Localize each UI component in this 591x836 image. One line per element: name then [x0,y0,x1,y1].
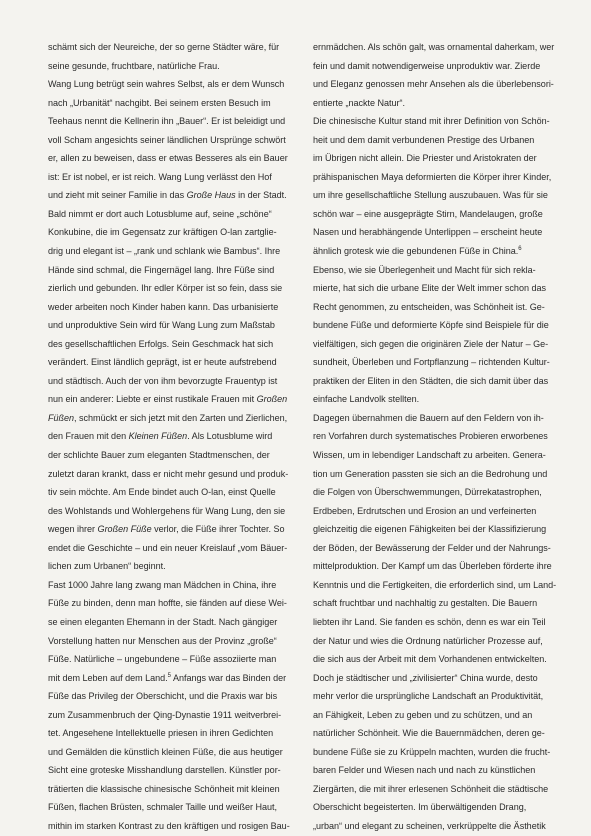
text-line: verändert. Einst ländlich geprägt, ist er heute aufstrebend [48,357,277,368]
text-line: Füße zu binden, denn man hoffte, sie fänden auf diese Wei- [48,598,287,609]
text-line: tion um Generation passten sie sich an die Bedrohung und [313,468,548,479]
right-text-column [313,38,575,836]
italic-term: Großen [256,394,288,405]
text-line: ist: Er ist nobel, er ist reich. Wang Lung verlässt den Hof [48,171,272,182]
text-line: ren Vorfahren durch systematisches Probieren erworbenes [313,431,548,442]
text-line: drig und elegant ist – „rank und schlank wie Bambus“. Ihre [48,246,281,257]
text-line: liebten ihr Land. Sie fanden es schön, denn es war ein Teil [313,616,546,627]
text-line: die sich aus der Arbeit mit dem Vorhandenen entwickelten. [313,654,547,665]
text-line: Doch je städtischer und „zivilisierter“ China wurde, desto [313,672,538,683]
text-line: trätierten die klassische chinesische Schönheit mit kleinen [48,783,280,794]
text-line: Füßen, schmückt er sich jetzt mit den Zarten und Zierlichen, [48,412,288,423]
italic-term: Kleinen Füßen [128,431,188,442]
text-line: der Böden, der Bewässerung der Felder und der Nahrungs- [313,542,551,553]
text-line: natürlicher Schönheit. Wie die Bauernmädchen, deren ge- [313,728,545,739]
text-line: Bald nimmt er dort auch Lotusblume auf, seine „schöne“ [48,208,272,219]
text-line: und Gemälden die künstlich kleinen Füße, die aus heutiger [48,746,283,757]
text-line: praktiken der Eliten in den Städten, die sich damit über das [313,375,549,386]
text-line: heit und dem damit verbundenen Prestige des Urbanen [313,134,535,145]
text-line: prähispanischen Maya deformierten die Körper ihrer Kinder, [313,171,552,182]
text-line: gleichzeitig die eigenen Fähigkeiten bei der Klassifizierung [313,524,547,535]
text-line: Dagegen übernahmen die Bauern auf den Feldern von ih- [313,412,544,423]
text-line: Hände sind schmal, die Fingernägel lang. Ihre Füße sind [48,264,275,275]
text-line: tiv sein möchte. Am Ende bindet auch O-lan, einst Quelle [48,487,276,498]
text-line: schämt sich der Neureiche, der so gerne Städter wäre, für [48,42,280,52]
text-line: Kenntnis und die Fertigkeiten, die erforderlich sind, um Land- [313,579,557,590]
text-line: Recht genommen, zu entscheiden, was Schönheit ist. Ge- [313,301,545,312]
text-line: Erdbeben, Erdrutschen und Erosion an und verfeinerten [313,505,537,516]
text-line: mehr verlor die ursprüngliche Landschaft an Produktivität, [313,691,544,702]
text-line: entierte „nackte Natur“. [313,97,406,108]
italic-term: Große Haus [186,190,236,201]
text-line: Vorstellung hatten nur Menschen aus der Provinz „große“ [48,635,277,646]
text-line: Nasen und herabhängende Unterlippen – erscheint heute [313,227,543,238]
text-line: Teehaus nennt die Kellnerin ihn „Bauer“. Er ist beleidigt und [48,116,286,127]
text-line: den Frauen mit den Kleinen Füßen. Als Lotusblume wird [48,431,273,442]
text-line: sundheit, Überleben und Fortpflanzung – richtenden Kultur- [313,357,550,368]
text-line: Füße. Natürliche – ungebundene – Füße assoziierte man [48,654,277,665]
text-line: an Fähigkeit, Leben zu geben und zu schützen, und an [313,709,533,720]
text-line: fein und damit notwendigerweise unproduktiv war. Zierde [313,60,541,71]
text-line: um ihre gesellschaftliche Stellung auszubauen. Was für sie [313,190,548,201]
text-line: baren Felder und Wiesen nach und nach zu künstlichen [313,765,536,776]
text-line: weder arbeiten noch Kinder haben kann. Das urbanisierte [48,301,279,312]
text-line: und städtisch. Auch der von ihm bevorzugte Frauentyp ist [48,375,278,386]
text-line: Wang Lung betrügt sein wahres Selbst, als er dem Wunsch [48,79,285,90]
text-line: schaft fruchtbar und nachhaltig zu gestalten. Die Bauern [313,598,538,609]
text-line: Ziergärten, die mit ihrer erlesenen Schönheit die städtische [313,783,549,794]
text-line: vielfältigen, sich gegen die originären Ziele der Natur – Ge- [313,338,549,349]
text-line: und unproduktive Sein wird für Wang Lung zum Maßstab [48,320,275,331]
text-line: einfache Landvolk stellten. [313,394,420,405]
text-line: nun ein anderer: Liebte er einst rustikale Frauen mit Großen [48,394,288,405]
text-line: Die chinesische Kultur stand mit ihrer Definition von Schön- [313,116,550,127]
text-line: nach „Urbanität“ nachgibt. Bei seinem ersten Besuch im [48,97,271,108]
text-line: bundene Füße und deformierte Köpfe sind Beispiele für die [313,320,549,331]
text-line: des gesellschaftlichen Erfolgs. Sein Geschmack hat sich [48,338,274,349]
text-line: endet die Geschichte – und ein neuer Kreislauf „vom Bäuer- [48,542,288,553]
left-text-column [48,38,310,836]
text-line: im Übrigen nicht allein. Die Priester und Aristokraten der [313,153,537,164]
text-line: tet. Angesehene Intellektuelle priesen in ihren Gedichten [48,728,274,739]
text-line: Füßen, flachen Brüsten, schmaler Taille und weißer Haut, [48,802,278,813]
text-line: der Natur und wies die Ordnung natürlicher Prozesse auf, [313,635,543,646]
text-line: bundene Füße sie zu Krüppeln machten, wurden die frucht- [313,746,551,757]
text-line: der schlichte Bauer zum eleganten Stadtmenschen, der [48,450,270,461]
text-line: Ebenso, wie sie Überlegenheit und Macht für sich rekla- [313,264,536,275]
text-line: wegen ihrer Großen Füße verlor, die Füße ihrer Tochter. So [48,524,285,535]
text-line: und zieht mit seiner Familie in das Große Haus in der Stadt. [48,190,287,201]
text-line: mithin im starken Kontrast zu den kräftigen und rosigen Bau- [48,820,290,831]
text-line: des Wohlstands und Wohlergehens für Wang Lung, den sie [48,505,286,516]
italic-term: Füßen [48,412,75,423]
text-line: mit dem Leben auf dem Land.$^5$ Anfangs war das Binden der [48,672,287,683]
text-line: Wissen, um in lebendiger Landschaft zu arbeiten. Genera- [313,450,546,461]
text-line: schön war – eine ausgeprägte Stirn, Mandelaugen, große [313,208,543,219]
text-line: ernmädchen. Als schön galt, was ornamental daherkam, wer [313,42,555,52]
text-line: zierlich und gebunden. Ihr edler Körper ist so fein, dass sie [48,283,283,294]
text-line: Konkubine, die im Gegensatz zur kräftigen O-lan zartglie- [48,227,277,238]
footnote-marker: 5 [167,672,171,679]
text-line: die Folgen von Überschwemmungen, Dürrekatastrophen, [313,487,542,498]
text-line: und Eleganz genossen mehr Ansehen als die überlebensori- [313,79,554,90]
text-line: se einen eleganten Ehemann in der Stadt. Nach gängiger [48,616,278,627]
text-line: mittelproduktion. Der Kampf um das Überleben förderte ihre [313,561,552,572]
text-line: mierte, hat sich die urbane Elite der Welt immer schon das [313,283,546,294]
text-line: zum Zusammenbruch der Qing-Dynastie 1911 weitverbrei- [48,709,282,720]
text-line: seine gesunde, fruchtbare, natürliche Frau. [48,60,220,71]
text-line: „urban“ und elegant zu scheinen, verkrüppelte die Ästhetik [313,820,546,831]
italic-term: Großen Füße [97,524,152,535]
text-line: voll Scham angesichts seiner ländlichen Ursprünge schwört [48,134,286,145]
text-line: er, allen zu beweisen, dass er etwas Besseres als ein Bauer [48,153,288,164]
text-line: zuletzt daran krankt, dass er nicht mehr gesund und produk- [48,468,289,479]
footnote-marker: 6 [518,246,522,253]
text-line: Sicht eine groteske Misshandlung darstellen. Künstler por- [48,765,281,776]
text-line: Oberschicht begeisterten. Im überwältigenden Drang, [313,802,527,813]
text-line: Fast 1000 Jahre lang zwang man Mädchen in China, ihre [48,579,277,590]
text-line: lichen zum Urbanen“ beginnt. [48,561,166,572]
text-line: Füße das Privileg der Oberschicht, und die Praxis war bis [48,691,278,702]
text-line: ähnlich grotesk wie die gebundenen Füße in China.$^6$ [313,246,522,257]
